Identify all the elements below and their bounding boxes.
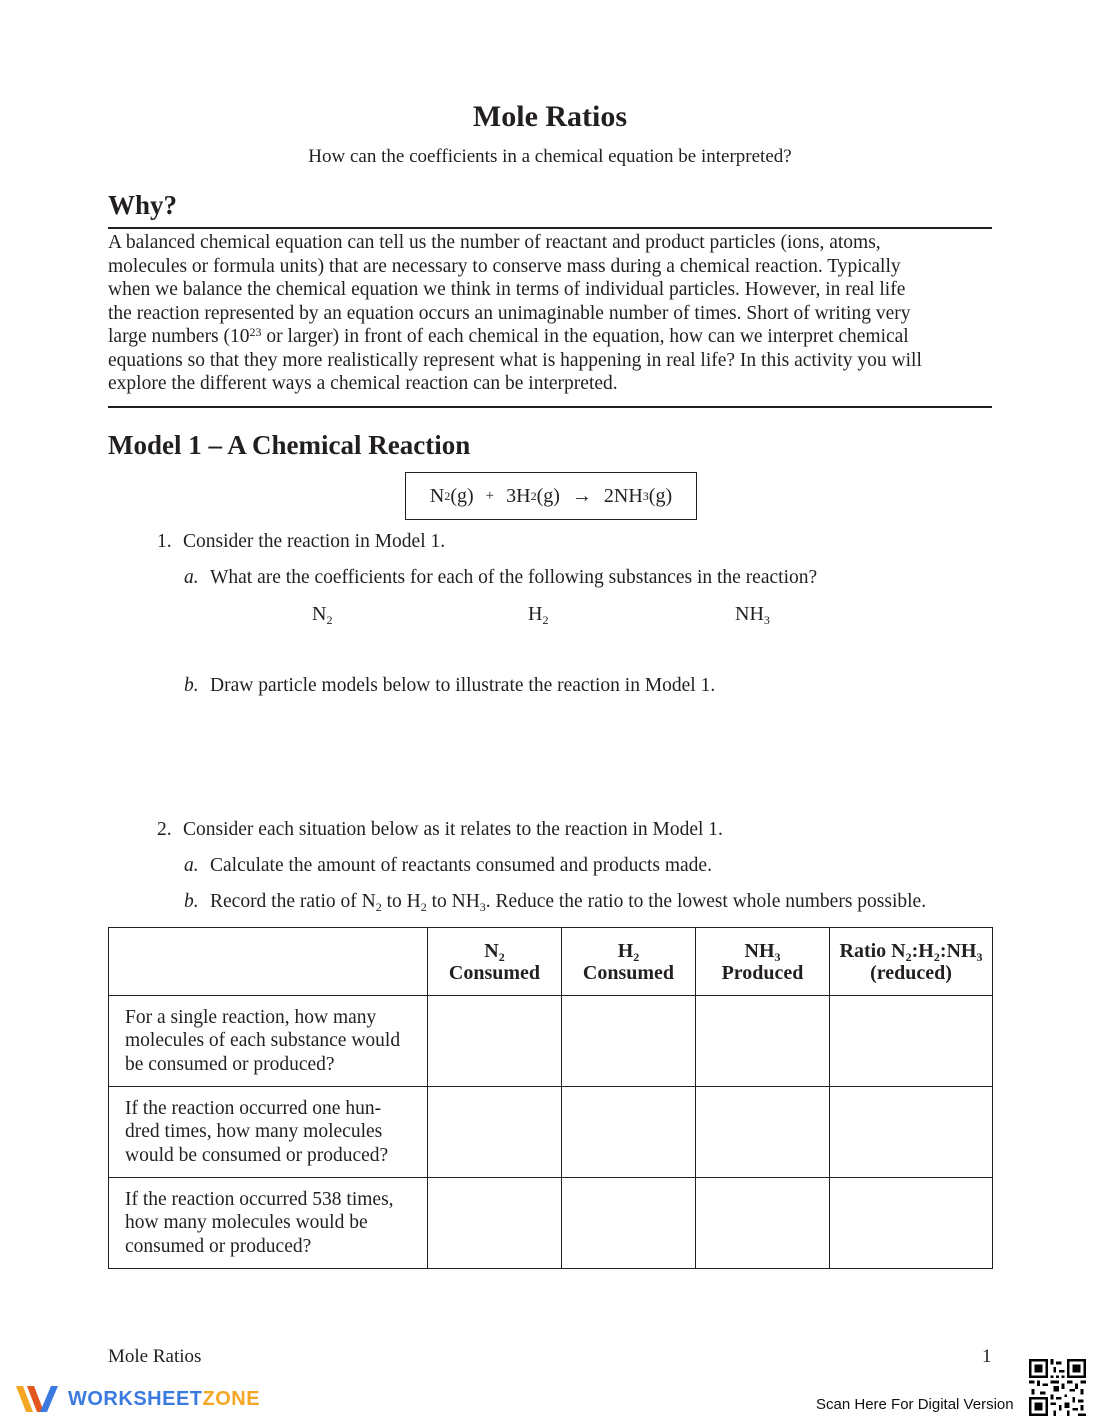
worksheetzone-logo[interactable]	[14, 1383, 260, 1415]
table-row	[109, 996, 993, 1087]
why-line: equations so that they more realistically represent what is happening in real life? In this activity you will	[108, 349, 922, 371]
why-top-rule	[108, 227, 992, 229]
brand-name: WORKSHEETZONE	[68, 1387, 261, 1410]
species-nh3: $NH_3$	[735, 603, 770, 627]
answer-cell-n2[interactable]	[428, 1087, 562, 1178]
why-bottom-rule	[108, 406, 992, 408]
table-header-row	[109, 928, 993, 996]
header-blank	[109, 928, 428, 996]
answer-cell-n2[interactable]	[428, 996, 562, 1087]
header-nh3-produced: $NH_3$ Produced	[696, 928, 830, 996]
question-2a: a. Calculate the amount of reactants consumed and products made.	[184, 855, 712, 876]
table-row	[109, 1178, 993, 1269]
answer-cell-ratio[interactable]	[830, 1178, 993, 1269]
header-n2-consumed: $N_2$ Consumed	[428, 928, 562, 996]
answer-cell-nh3[interactable]	[696, 1178, 830, 1269]
question-2b: b. Record the ratio of $N_2$ to $H_2$ to $NH_3$. Reduce the ratio to the lowest whole numbers possible.	[184, 891, 927, 914]
row-question: If the reaction occurred one hun- dred times, how many molecules would be consumed or produced?	[109, 1087, 428, 1178]
row-question: If the reaction occurred 538 times, how many molecules would be consumed or produced?	[109, 1178, 428, 1269]
why-heading: Why?	[108, 190, 178, 220]
why-line: A balanced chemical equation can tell us the number of reactant and product particles (ions, atoms,	[108, 232, 881, 253]
page-title: Mole Ratios	[472, 100, 628, 133]
scan-caption: Scan Here For Digital Version	[816, 1396, 1014, 1413]
mole-ratio-table	[108, 927, 993, 1269]
header-h2-consumed: $H_2$ Consumed	[562, 928, 696, 996]
answer-cell-nh3[interactable]	[696, 1087, 830, 1178]
equation-box: N 2 (g) + 3H 2 (g) → 2NH 3 (g)	[405, 472, 697, 520]
why-line: when we balance the chemical equation we think in terms of individual particles. However, in real life	[108, 279, 906, 300]
answer-cell-ratio[interactable]	[830, 1087, 993, 1178]
why-line: explore the different ways a chemical reaction can be interpreted.	[108, 373, 618, 394]
answer-cell-ratio[interactable]	[830, 996, 993, 1087]
why-line: large numbers ($10^{23}$ or larger) in front of each chemical in the equation, how can we interpret chemical	[108, 325, 909, 347]
question-1: 1. Consider the reaction in Model 1.	[157, 531, 446, 552]
why-line: the reaction represented by an equation occurs an unimaginable number of times. Short of writing very	[108, 302, 911, 324]
why-line: molecules or formula units) that are necessary to conserve mass during a chemical reaction. Typically	[108, 255, 901, 277]
page-number: 1	[982, 1346, 992, 1367]
species-n2: $N_2$	[312, 603, 333, 627]
question-1b: b. Draw particle models below to illustrate the reaction in Model 1.	[184, 675, 716, 696]
model-heading: Model 1 – A Chemical Reaction	[108, 430, 471, 460]
worksheetzone-logo-icon	[14, 1383, 60, 1415]
question-1a: a. What are the coefficients for each of the following substances in the reaction?	[184, 567, 818, 588]
species-h2: $H_2$	[528, 603, 549, 627]
answer-cell-n2[interactable]	[428, 1178, 562, 1269]
answer-cell-h2[interactable]	[562, 1178, 696, 1269]
question-2: 2. Consider each situation below as it relates to the reaction in Model 1.	[157, 819, 723, 840]
header-ratio: Ratio $N_2:H_2:NH_3$ (reduced)	[830, 928, 993, 996]
row-question: For a single reaction, how many molecules of each substance would be consumed or produced?	[109, 996, 428, 1087]
footer-title: Mole Ratios	[108, 1346, 202, 1367]
why-paragraph	[108, 231, 992, 396]
reaction-arrow: →	[571, 484, 592, 507]
answer-cell-h2[interactable]	[562, 996, 696, 1087]
table-row	[109, 1087, 993, 1178]
answer-cell-nh3[interactable]	[696, 996, 830, 1087]
answer-cell-h2[interactable]	[562, 1087, 696, 1178]
page-subtitle: How can the coefficients in a chemical equation be interpreted?	[308, 146, 792, 167]
qr-code-icon[interactable]	[1029, 1359, 1086, 1416]
